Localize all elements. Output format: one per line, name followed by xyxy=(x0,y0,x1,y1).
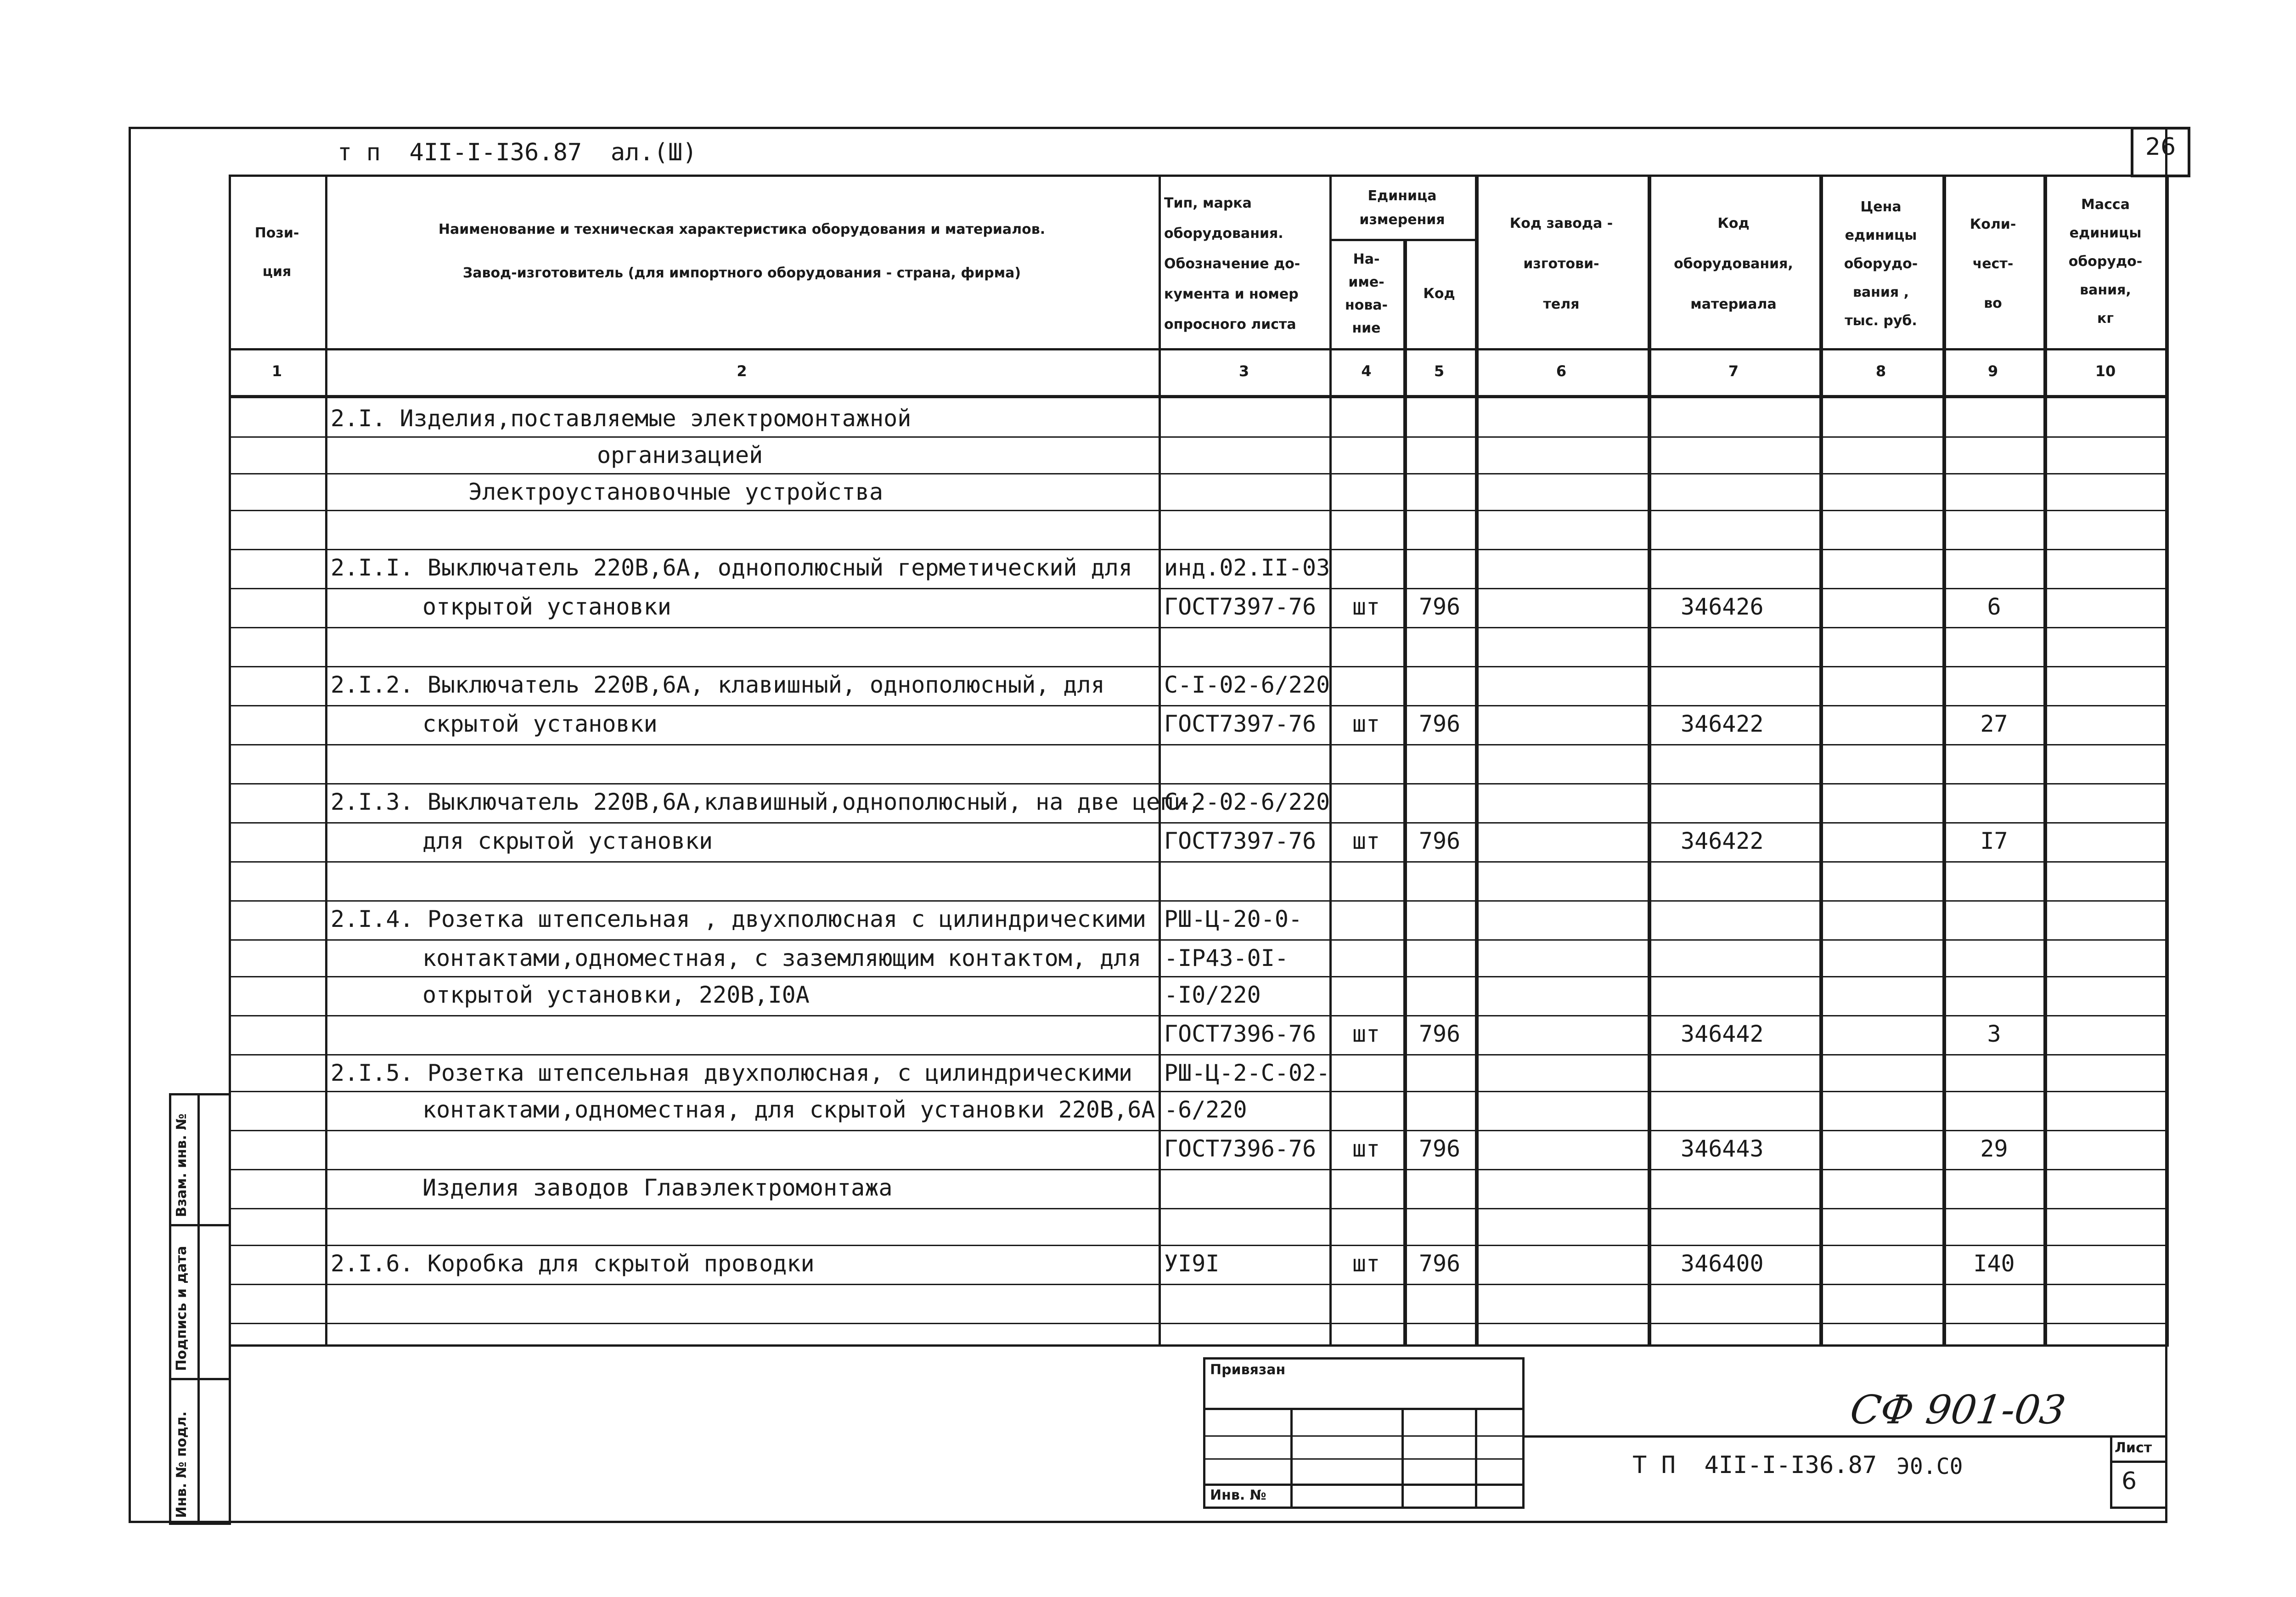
page-number: 26 xyxy=(2145,133,2176,161)
title-doc-code: Т П 4II-I-I36.87 xyxy=(1632,1451,1877,1479)
column-number: 9 xyxy=(1987,362,1998,380)
row-name: 2.I.6. Коробка для скрытой проводки xyxy=(331,1250,815,1277)
column-number: 6 xyxy=(1556,362,1567,380)
header-unit-code: Код xyxy=(1423,286,1455,302)
row-unit-code: 796 xyxy=(1418,1021,1461,1047)
row-divider xyxy=(229,1208,2169,1209)
row-divider xyxy=(229,744,2169,745)
row-material-code: 346442 xyxy=(1681,1021,1764,1047)
row-name: 2.I.4. Розетка штепсельная , двухполюсная с цилиндрическими xyxy=(331,906,1147,932)
row-unit: шт xyxy=(1352,828,1380,854)
header-unit-name: На- име- нова- ние xyxy=(1345,251,1388,336)
row-unit: шт xyxy=(1352,1250,1380,1277)
row-material-code: 346400 xyxy=(1681,1250,1764,1277)
row-name: 2.I.3. Выключатель 220В,6А,клавишный,однополюсный, на две цепи, xyxy=(331,789,1202,815)
row-type: инд.02.II-03 xyxy=(1164,554,1330,581)
column-number: 10 xyxy=(2095,362,2116,380)
row-type: -IP43-0I- xyxy=(1164,945,1289,971)
row-name: 2.I. Изделия,поставляемые электромонтажной xyxy=(331,405,912,432)
row-type: ГОСТ7397-76 xyxy=(1164,593,1317,620)
title-section: Э0.С0 xyxy=(1896,1454,1963,1479)
row-unit: шт xyxy=(1352,593,1380,620)
row-type: ГОСТ7397-76 xyxy=(1164,711,1317,737)
column-number: 8 xyxy=(1875,362,1886,380)
row-type: РШ-Ц-20-0- xyxy=(1164,906,1303,932)
row-material-code: 346443 xyxy=(1681,1135,1764,1162)
row-unit: шт xyxy=(1352,1021,1380,1047)
stamp-vzam-inv: Взам. инв. № xyxy=(174,1113,190,1217)
row-quantity: 27 xyxy=(1980,711,2008,737)
row-unit: шт xyxy=(1352,1135,1380,1162)
row-name: открытой установки xyxy=(422,593,671,620)
row-material-code: 346422 xyxy=(1681,828,1764,854)
row-name: Электроустановочные устройства xyxy=(468,479,884,505)
row-quantity: 3 xyxy=(1987,1021,2001,1047)
row-unit-code: 796 xyxy=(1418,828,1461,854)
row-type: РШ-Ц-2-С-02- xyxy=(1164,1060,1330,1086)
row-type: -I0/220 xyxy=(1164,982,1261,1008)
header-position: Пози- ция xyxy=(254,225,299,280)
row-type: С-2-02-6/220 xyxy=(1164,789,1330,815)
row-name: 2.I.2. Выключатель 220В,6А, клавишный, однополюсный, для xyxy=(331,672,1105,698)
list-label: Лист xyxy=(2115,1440,2152,1456)
column-number: 5 xyxy=(1434,362,1445,380)
header-unit-group: Единица измерения xyxy=(1359,188,1445,228)
column-number: 7 xyxy=(1728,362,1739,380)
row-name: скрытой установки xyxy=(422,711,658,737)
row-type: -6/220 xyxy=(1164,1096,1247,1123)
list-number: 6 xyxy=(2122,1467,2137,1495)
column-number: 1 xyxy=(271,362,282,380)
header-factory-code: Код завода - изготови- теля xyxy=(1509,215,1613,312)
handwritten-code: СФ 901-03 xyxy=(1847,1387,2069,1433)
inv-no-label: Инв. № xyxy=(1210,1487,1266,1503)
row-quantity: I7 xyxy=(1980,828,2008,854)
row-quantity: I40 xyxy=(1973,1250,2015,1277)
header-name-line2: Завод-изготовитель (для импортного оборудования - страна, фирма) xyxy=(462,265,1021,281)
row-divider xyxy=(229,627,2169,628)
stamp-podpis-data: Подпись и дата xyxy=(174,1246,190,1371)
document-reference: т п 4II-I-I36.87 ал.(Ш) xyxy=(338,139,697,166)
row-name: Изделия заводов Главэлектромонтажа xyxy=(422,1174,893,1201)
column-number: 3 xyxy=(1238,362,1249,380)
header-material-code: Код оборудования, материала xyxy=(1674,215,1793,312)
row-type: ГОСТ7396-76 xyxy=(1164,1021,1317,1047)
row-material-code: 346426 xyxy=(1681,593,1764,620)
header-name-line1: Наименование и техническая характеристика оборудования и материалов. xyxy=(438,221,1046,237)
row-type: ГОСТ7397-76 xyxy=(1164,828,1317,854)
row-unit-code: 796 xyxy=(1418,593,1461,620)
row-name: контактами,одноместная, с заземляющим контактом, для xyxy=(422,945,1142,971)
row-divider xyxy=(229,1284,2169,1285)
row-name: 2.I.5. Розетка штепсельная двухполюсная, с цилиндрическими xyxy=(331,1060,1132,1086)
row-quantity: 29 xyxy=(1980,1135,2008,1162)
row-name: организацией xyxy=(597,442,763,468)
stamp-inv-podl: Инв. № подл. xyxy=(174,1411,190,1518)
row-type: С-I-02-6/220 xyxy=(1164,672,1330,698)
column-number: 4 xyxy=(1361,362,1372,380)
header-price: Цена единицы оборудо- вания , тыс. руб. xyxy=(1844,199,1918,329)
row-divider xyxy=(229,861,2169,863)
column-number: 2 xyxy=(737,362,747,380)
row-name: 2.I.I. Выключатель 220В,6А, однополюсный герметический для xyxy=(331,554,1132,581)
row-divider xyxy=(229,1323,2169,1324)
header-type: Тип, марка оборудования. Обозначение до- кумента и номер опросного листа xyxy=(1164,195,1300,333)
row-unit-code: 796 xyxy=(1418,1135,1461,1162)
row-type: УI9I xyxy=(1164,1250,1220,1277)
privyazan-label: Привязан xyxy=(1210,1362,1286,1378)
row-type: ГОСТ7396-76 xyxy=(1164,1135,1317,1162)
header-quantity: Коли- чест- во xyxy=(1970,216,2016,311)
row-name: открытой установки, 220В,I0А xyxy=(422,982,810,1008)
header-mass: Масса единицы оборудо- вания, кг xyxy=(2068,197,2143,327)
row-name: контактами,одноместная, для скрытой установки 220В,6А xyxy=(422,1096,1155,1123)
row-unit-code: 796 xyxy=(1418,1250,1461,1277)
row-material-code: 346422 xyxy=(1681,711,1764,737)
row-quantity: 6 xyxy=(1987,593,2001,620)
row-name: для скрытой установки xyxy=(422,828,713,854)
row-unit: шт xyxy=(1352,711,1380,737)
row-unit-code: 796 xyxy=(1418,711,1461,737)
